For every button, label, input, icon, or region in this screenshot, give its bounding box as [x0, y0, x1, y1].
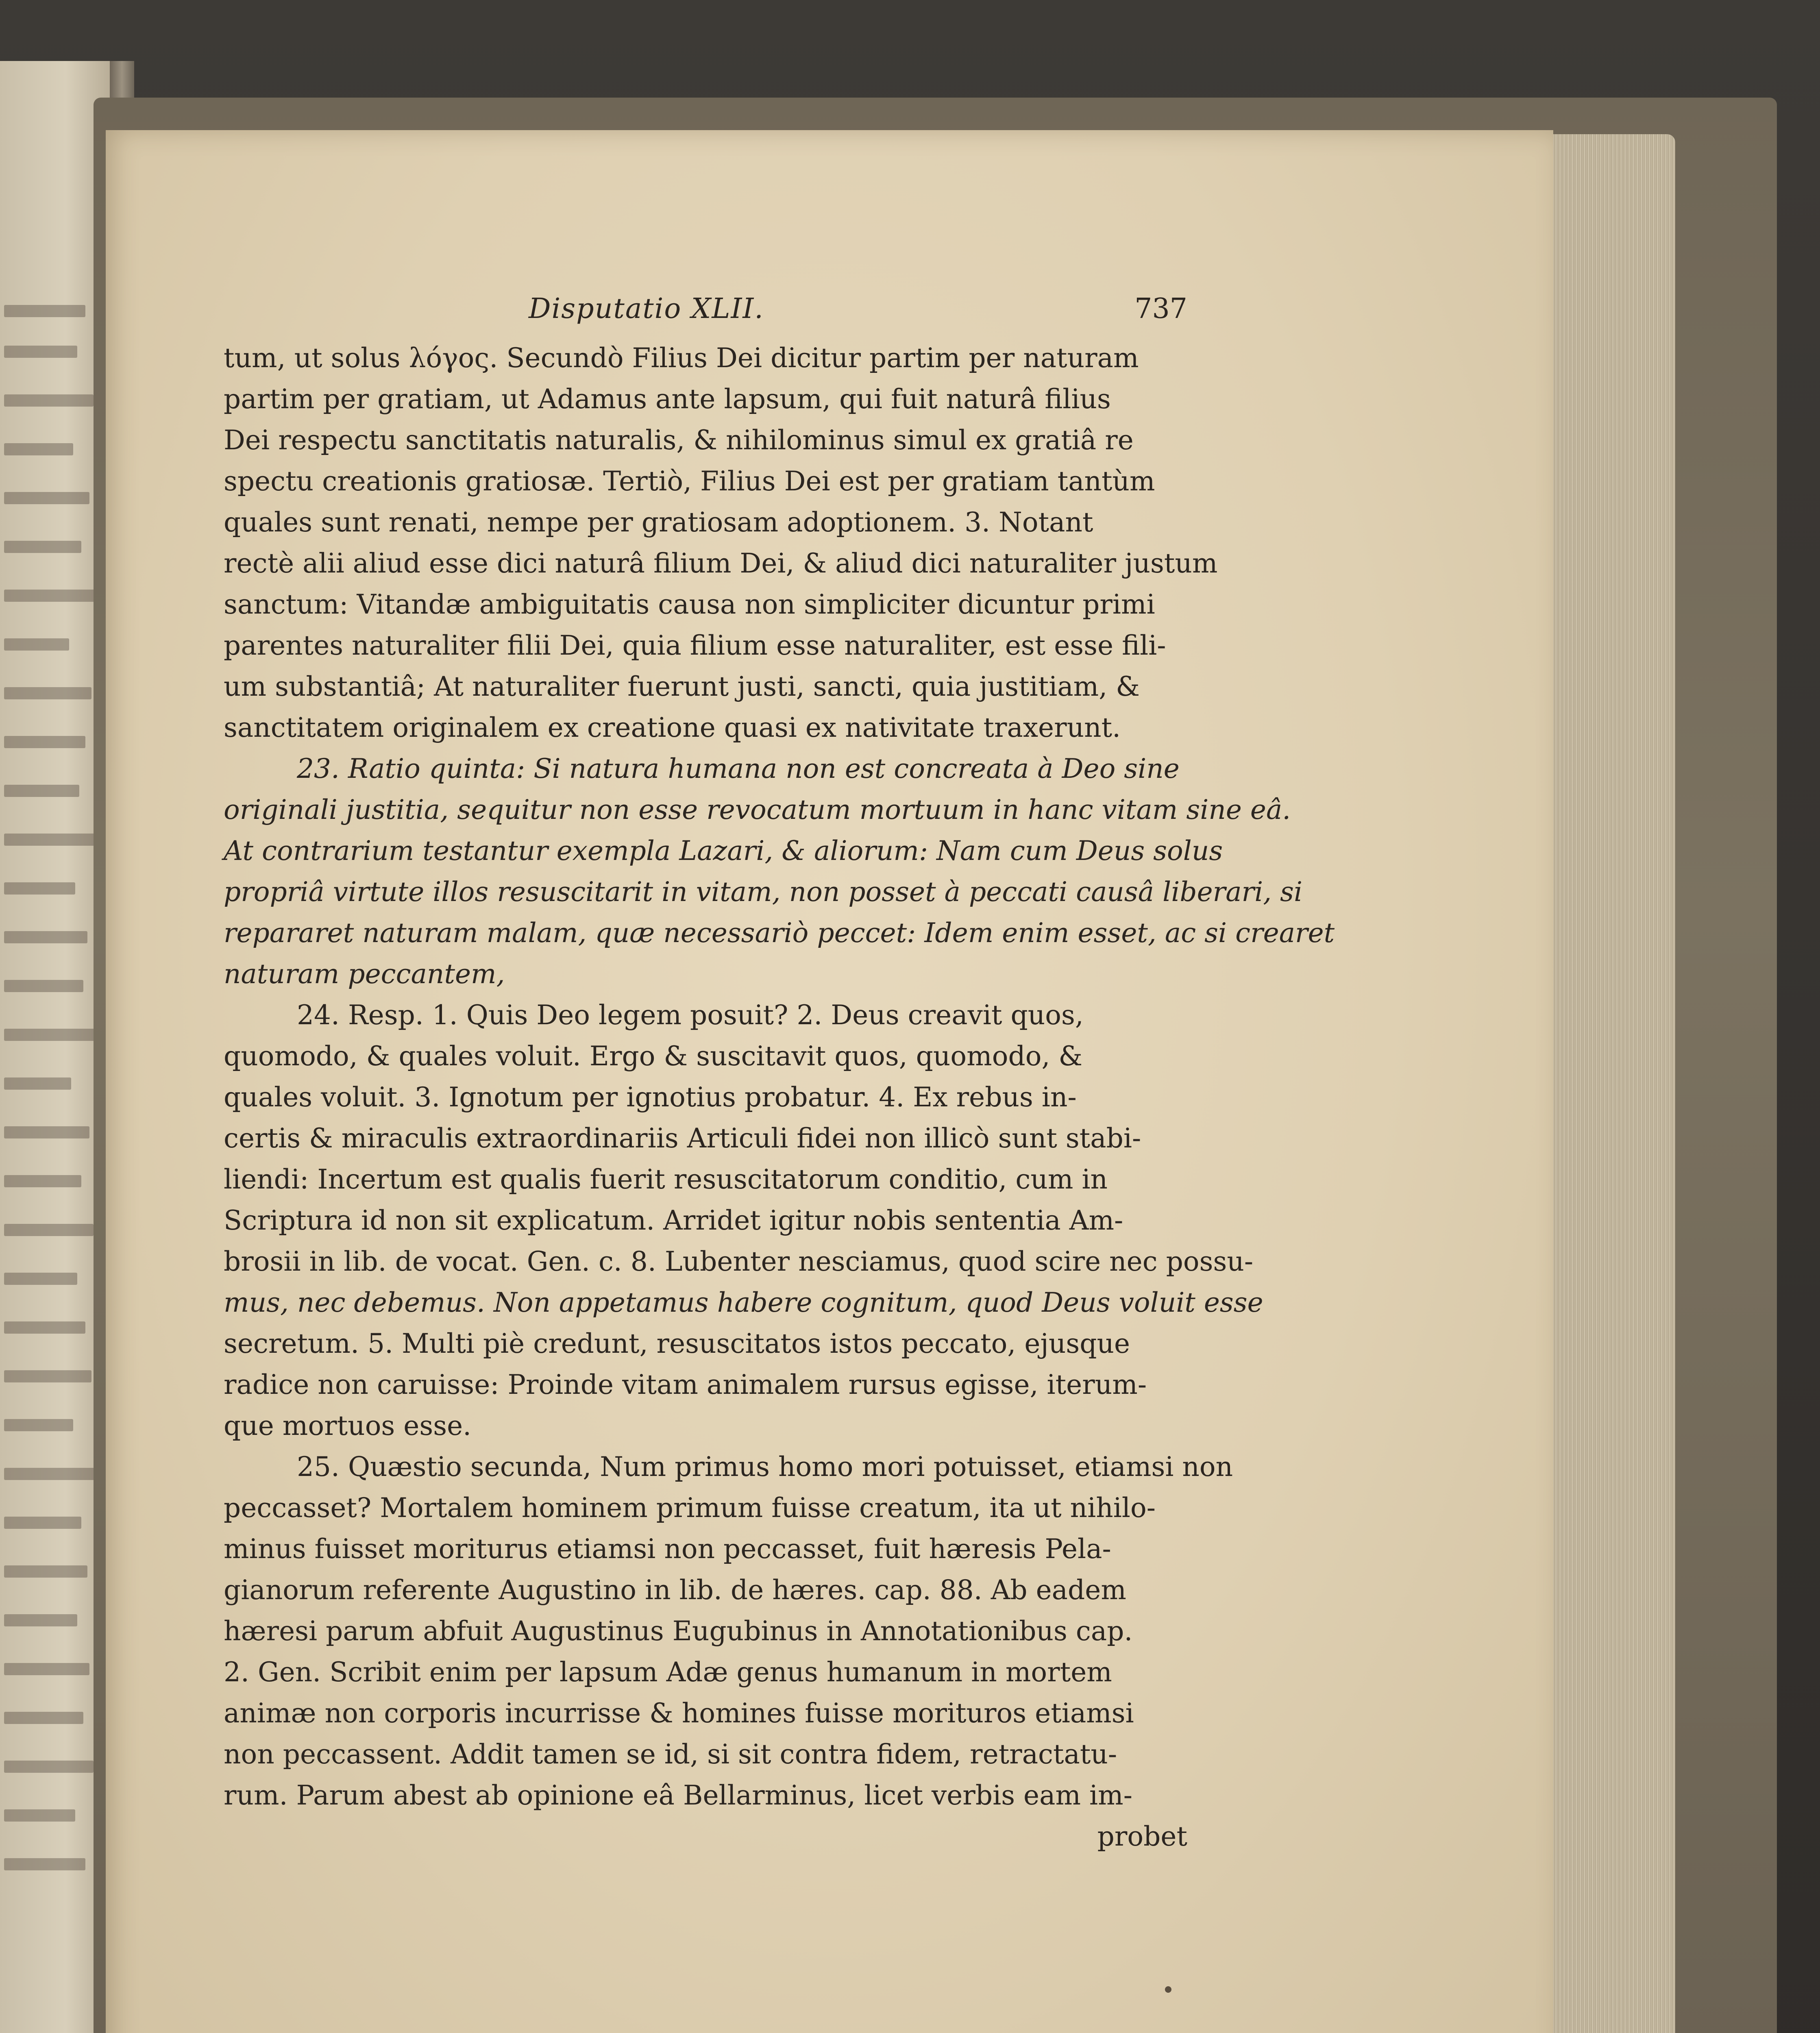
page-header — [224, 293, 1191, 337]
body-line: 24. Resp. 1. Quis Deo legem posuit? 2. Deus creavit quos, — [297, 999, 1084, 1031]
text-block — [224, 293, 1335, 1857]
running-title: Disputatio XLII. — [529, 293, 764, 325]
body-line: naturam peccantem, — [224, 958, 505, 990]
body-line: originali justitia, sequitur non esse revocatum mortuum in hanc vitam sine eâ. — [224, 794, 1291, 825]
ink-speck — [1165, 1986, 1171, 1993]
body-line: gianorum referente Augustino in lib. de hæres. cap. 88. Ab eadem — [224, 1574, 1126, 1606]
body-line: minus fuisset moriturus etiamsi non peccasset, fuit hæresis Pela- — [224, 1533, 1111, 1565]
body-line: liendi: Incertum est qualis fuerit resuscitatorum conditio, cum in — [224, 1164, 1108, 1195]
body-line: quales voluit. 3. Ignotum per ignotius probatur. 4. Ex rebus in- — [224, 1082, 1077, 1113]
body-line: hæresi parum abfuit Augustinus Eugubinus in Annotationibus cap. — [224, 1615, 1133, 1647]
body-line: Scriptura id non sit explicatum. Arridet igitur nobis sententia Am- — [224, 1205, 1123, 1236]
body-line: propriâ virtute illos resuscitarit in vitam, non posset à peccati causâ liberari, si — [224, 876, 1303, 908]
body-line: 23. Ratio quinta: Si natura humana non est concreata à Deo sine — [297, 753, 1180, 784]
page-number: 737 — [1134, 293, 1187, 325]
body-line: 2. Gen. Scribit enim per lapsum Adæ genus humanum in mortem — [224, 1656, 1112, 1688]
body-line: certis & miraculis extraordinariis Articuli fidei non illicò sunt stabi- — [224, 1123, 1141, 1154]
catchword: probet — [1097, 1821, 1187, 1852]
body-line: mus, nec debemus. Non appetamus habere cognitum, quod Deus voluit esse — [224, 1287, 1263, 1318]
body-line: repararet naturam malam, quæ necessariò peccet: Idem enim esset, ac si crearet — [224, 917, 1335, 949]
body-line: um substantiâ; At naturaliter fuerunt justi, sancti, quia justitiam, & — [224, 671, 1140, 702]
body-line: tum, ut solus λόγος. Secundò Filius Dei dicitur partim per naturam — [224, 342, 1139, 374]
body-line: rum. Parum abest ab opinione eâ Bellarminus, licet verbis eam im- — [224, 1780, 1133, 1811]
body-line: rectè alii aliud esse dici naturâ filium Dei, & aliud dici naturaliter justum — [224, 548, 1218, 579]
body-line: At contrarium testantur exempla Lazari, & aliorum: Nam cum Deus solus — [224, 835, 1223, 866]
body-line: sanctum: Vitandæ ambiguitatis causa non simpliciter dicuntur primi — [224, 589, 1155, 620]
body-line: quales sunt renati, nempe per gratiosam adoptionem. 3. Notant — [224, 507, 1093, 538]
body-line: que mortuos esse. — [224, 1410, 472, 1441]
body-line: partim per gratiam, ut Adamus ante lapsum, qui fuit naturâ filius — [224, 383, 1111, 415]
body-line: Dei respectu sanctitatis naturalis, & nihilominus simul ex gratiâ re — [224, 424, 1134, 456]
body-line: 25. Quæstio secunda, Num primus homo mori potuisset, etiamsi non — [297, 1451, 1233, 1482]
body-line: peccasset? Mortalem hominem primum fuisse creatum, ita ut nihilo- — [224, 1492, 1156, 1524]
body-line: non peccassent. Addit tamen se id, si sit contra fidem, retractatu- — [224, 1739, 1117, 1770]
body-line: radice non caruisse: Proinde vitam animalem rursus egisse, iterum- — [224, 1369, 1147, 1400]
body-line: quomodo, & quales voluit. Ergo & suscitavit quos, quomodo, & — [224, 1040, 1083, 1072]
body-line: parentes naturaliter filii Dei, quia filium esse naturaliter, est esse fili- — [224, 630, 1166, 661]
body-line: animæ non corporis incurrisse & homines fuisse morituros etiamsi — [224, 1698, 1134, 1729]
body-line: sanctitatem originalem ex creatione quasi ex nativitate traxerunt. — [224, 712, 1121, 743]
body-line: brosii in lib. de vocat. Gen. c. 8. Lubenter nesciamus, quod scire nec possu- — [224, 1246, 1254, 1277]
body-line: spectu creationis gratiosæ. Tertiò, Filius Dei est per gratiam tantùm — [224, 466, 1155, 497]
body-line: secretum. 5. Multi piè credunt, resuscitatos istos peccato, ejusque — [224, 1328, 1130, 1359]
